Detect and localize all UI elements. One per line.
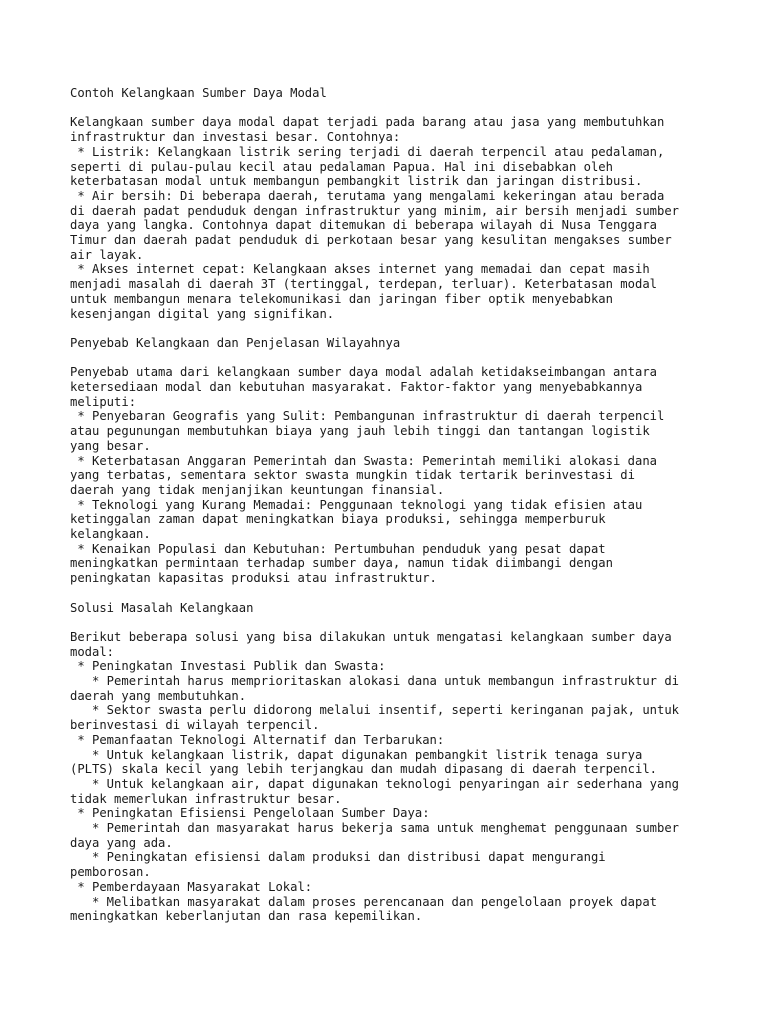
text-line: seperti di pulau-pulau kecil atau pedalaman Papua. Hal ini disebabkan oleh [70, 159, 613, 174]
text-line: modal: [70, 644, 115, 659]
text-line: yang besar. [70, 438, 151, 453]
text-line: * Peningkatan Efisiensi Pengelolaan Sumber Daya: [70, 806, 430, 821]
text-line: ketersediaan modal dan kebutuhan masyarakat. Faktor-faktor yang menyebabkannya [70, 380, 643, 395]
text-line: * Untuk kelangkaan listrik, dapat digunakan pembangkit listrik tenaga surya [70, 747, 643, 762]
text-line: pemborosan. [70, 865, 151, 880]
text-line: * Untuk kelangkaan air, dapat digunakan teknologi penyaringan air sederhana yang [70, 776, 680, 791]
text-line: tidak memerlukan infrastruktur besar. [70, 791, 342, 806]
text-line: meningkatkan keberlanjutan dan rasa kepemilikan. [70, 909, 423, 924]
text-line: * Listrik: Kelangkaan listrik sering terjadi di daerah terpencil atau pedalaman, [70, 144, 665, 159]
text-line: * Peningkatan efisiensi dalam produksi dan distribusi dapat mengurangi [70, 850, 606, 865]
document-body [70, 86, 710, 924]
text-line: daerah yang tidak menjanjikan keuntungan finansial. [70, 482, 445, 497]
text-line: daya yang langka. Contohnya dapat ditemukan di beberapa wilayah di Nusa Tenggara [70, 218, 657, 233]
text-line: menjadi masalah di daerah 3T (tertinggal, terdepan, terluar). Keterbatasan modal [70, 277, 657, 292]
text-line: * Pemanfaatan Teknologi Alternatif dan Terbarukan: [70, 732, 445, 747]
text-line: Kelangkaan sumber daya modal dapat terjadi pada barang atau jasa yang membutuhkan [70, 115, 665, 130]
text-line: * Melibatkan masyarakat dalam proses perencanaan dan pengelolaan proyek dapat [70, 894, 657, 909]
text-line: Contoh Kelangkaan Sumber Daya Modal [70, 86, 327, 100]
text-line: untuk membangun menara telekomunikasi dan jaringan fiber optik menyebabkan [70, 291, 613, 306]
blank-line [70, 586, 710, 601]
text-line: * Peningkatan Investasi Publik dan Swasta: [70, 659, 386, 674]
text-line: * Air bersih: Di beberapa daerah, terutama yang mengalami kekeringan atau berada [70, 188, 665, 203]
text-line: meliputi: [70, 394, 137, 409]
text-line: Berikut beberapa solusi yang bisa dilakukan untuk mengatasi kelangkaan sumber daya [70, 629, 672, 644]
text-line: infrastruktur dan investasi besar. Contohnya: [70, 130, 401, 145]
blank-line [70, 321, 710, 336]
text-line: Timur dan daerah padat penduduk di perkotaan besar yang kesulitan mengakses sumber [70, 233, 672, 248]
text-line: Penyebab utama dari kelangkaan sumber daya modal adalah ketidakseimbangan antara [70, 365, 657, 380]
text-line: kesenjangan digital yang signifikan. [70, 306, 335, 321]
text-line: * Penyebaran Geografis yang Sulit: Pembangunan infrastruktur di daerah terpencil [70, 409, 665, 424]
text-line: (PLTS) skala kecil yang lebih terjangkau dan mudah dipasang di daerah terpencil. [70, 762, 657, 777]
text-line: * Pemerintah dan masyarakat harus bekerja sama untuk menghemat penggunaan sumber [70, 821, 680, 836]
text-line: * Teknologi yang Kurang Memadai: Penggunaan teknologi yang tidak efisien atau [70, 497, 643, 512]
blank-line [70, 351, 710, 366]
text-line: meningkatkan permintaan terhadap sumber daya, namun tidak diimbangi dengan [70, 556, 613, 571]
text-line: daerah yang membutuhkan. [70, 688, 247, 703]
text-line: * Keterbatasan Anggaran Pemerintah dan Swasta: Pemerintah memiliki alokasi dana [70, 453, 657, 468]
text-line: * Sektor swasta perlu didorong melalui insentif, seperti keringanan pajak, untuk [70, 703, 680, 718]
text-line: ketinggalan zaman dapat meningkatkan biaya produksi, sehingga memperburuk [70, 512, 606, 527]
text-line: * Pemerintah harus memprioritaskan alokasi dana untuk membangun infrastruktur di [70, 674, 680, 689]
text-line: Penyebab Kelangkaan dan Penjelasan Wilayahnya [70, 335, 401, 350]
text-line: peningkatan kapasitas produksi atau infrastruktur. [70, 571, 437, 586]
text-line: * Akses internet cepat: Kelangkaan akses internet yang memadai dan cepat masih [70, 262, 650, 277]
text-line: air layak. [70, 247, 144, 262]
text-line: di daerah padat penduduk dengan infrastruktur yang minim, air bersih menjadi sumber [70, 203, 680, 218]
text-line: keterbatasan modal untuk membangun pembangkit listrik dan jaringan distribusi. [70, 174, 643, 189]
text-line: Solusi Masalah Kelangkaan [70, 600, 254, 615]
text-line: * Kenaikan Populasi dan Kebutuhan: Pertumbuhan penduduk yang pesat dapat [70, 541, 606, 556]
text-line: kelangkaan. [70, 527, 151, 542]
text-line: yang terbatas, sementara sektor swasta mungkin tidak tertarik berinvestasi di [70, 468, 635, 483]
blank-line [70, 615, 710, 630]
blank-line [70, 101, 710, 116]
text-line: * Pemberdayaan Masyarakat Lokal: [70, 879, 313, 894]
text-line: daya yang ada. [70, 835, 173, 850]
text-line: berinvestasi di wilayah terpencil. [70, 718, 320, 733]
text-line: atau pegunungan membutuhkan biaya yang jauh lebih tinggi dan tantangan logistik [70, 424, 650, 439]
